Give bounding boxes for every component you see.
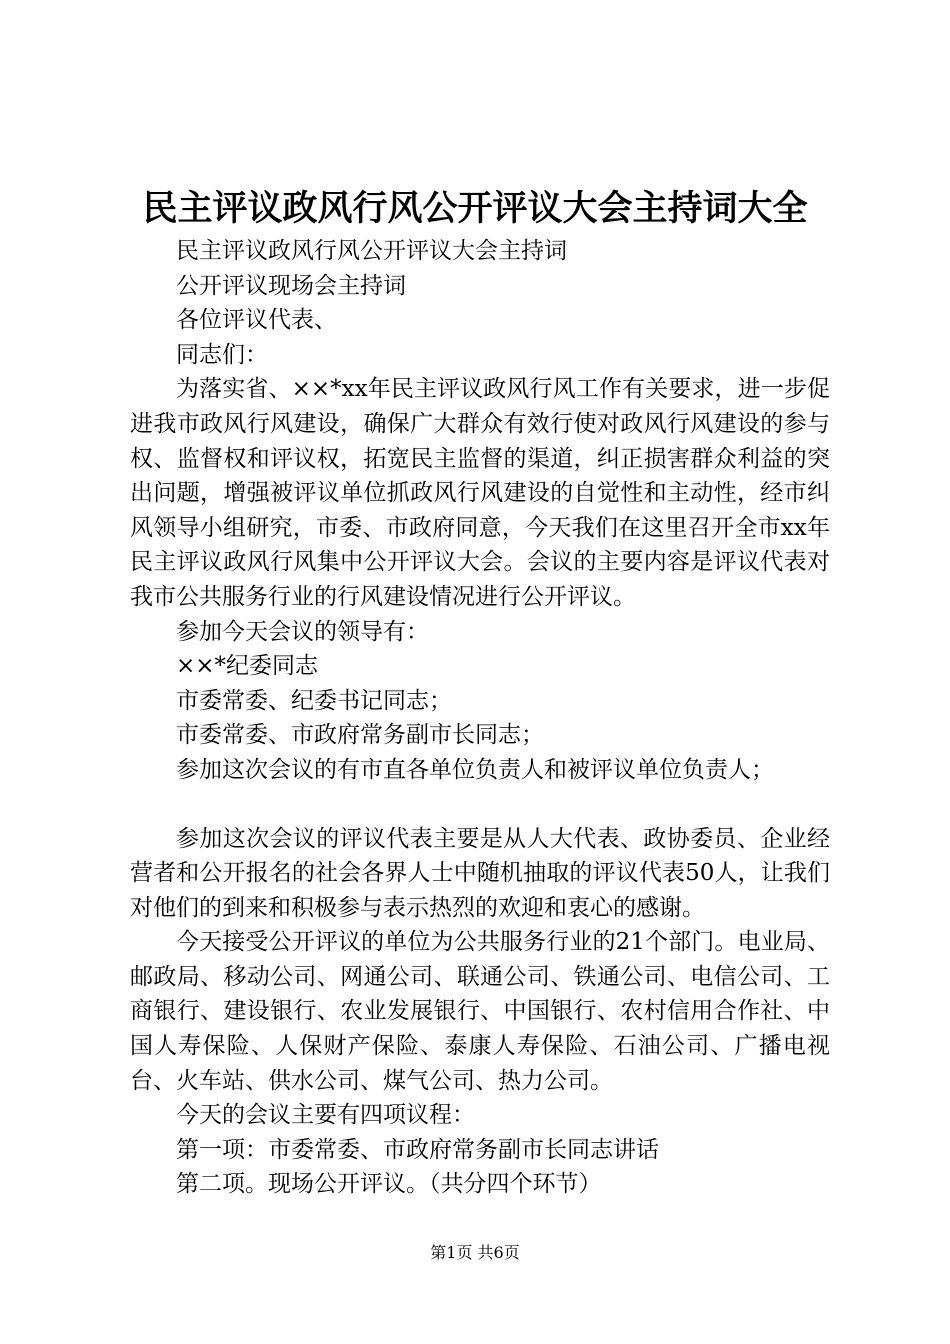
paragraph-agenda-heading: 今天的会议主要有四项议程： bbox=[176, 1102, 475, 1129]
paragraph-subtitle-2: 公开评议现场会主持词 bbox=[176, 272, 406, 299]
paragraph-subtitle: 民主评议政风行风公开评议大会主持词 bbox=[176, 238, 567, 264]
document-title: 民主评议政风行风公开评议大会主持词大全 bbox=[142, 188, 808, 229]
paragraph-attendees: 参加这次会议的有市直各单位负责人和被评议单位负责人； bbox=[176, 756, 774, 783]
paragraph-salutation-2: 同志们： bbox=[176, 341, 268, 368]
paragraph-representatives: 参加这次会议的评议代表主要是从人大代表、政协委员、企业经营者和公开报名的社会各界人士中随机抽取的评议代表50人，让我们对他们的到来和积极参与表示热烈的欢迎和衷心的感谢。 bbox=[130, 825, 830, 921]
paragraph-agenda-item-2: 第二项。现场公开评议。（共分四个环节） bbox=[176, 1171, 602, 1198]
paragraph-leader-3: 市委常委、市政府常务副市长同志； bbox=[176, 722, 544, 749]
paragraph-leader-2: 市委常委、纪委书记同志； bbox=[176, 687, 452, 714]
page-number-footer: 第1页 共6页 bbox=[430, 1243, 520, 1262]
paragraph-leader-1: ××*纪委同志 bbox=[176, 653, 319, 680]
paragraph-units: 今天接受公开评议的单位为公共服务行业的21个部门。电业局、邮政局、移动公司、网通公司、联通公司、铁通公司、电信公司、工商银行、建设银行、农业发展银行、中国银行、农村信用合作社、中国人寿保险、人保财产保险、泰康人寿保险、石油公司、广播电视台、火车站、供水公司、煤气公司、热力公司。 bbox=[130, 929, 830, 1094]
paragraph-intro: 为落实省、××*xx年民主评议政风行风工作有关要求，进一步促进我市政风行风建设，确保广大群众有效行使对政风行风建设的参与权、监督权和评议权，拓宽民主监督的渠道，纠正损害群众利益的突出问题，增强被评议单位抓政风行风建设的自觉性和主动性，经市纠风领导小组研究，市委、市政府同意，今天我们在这里召开全市xx年民主评议政风行风集中公开评议大会。会议的主要内容是评议代表对我市公共服务行业的行风建设情况进行公开评议。 bbox=[130, 376, 830, 610]
document-body bbox=[130, 234, 830, 1202]
paragraph-leaders-heading: 参加今天会议的领导有： bbox=[176, 618, 429, 645]
paragraph-agenda-item-1: 第一项：市委常委、市政府常务副市长同志讲话 bbox=[176, 1136, 659, 1163]
paragraph-salutation: 各位评议代表、 bbox=[176, 307, 337, 334]
